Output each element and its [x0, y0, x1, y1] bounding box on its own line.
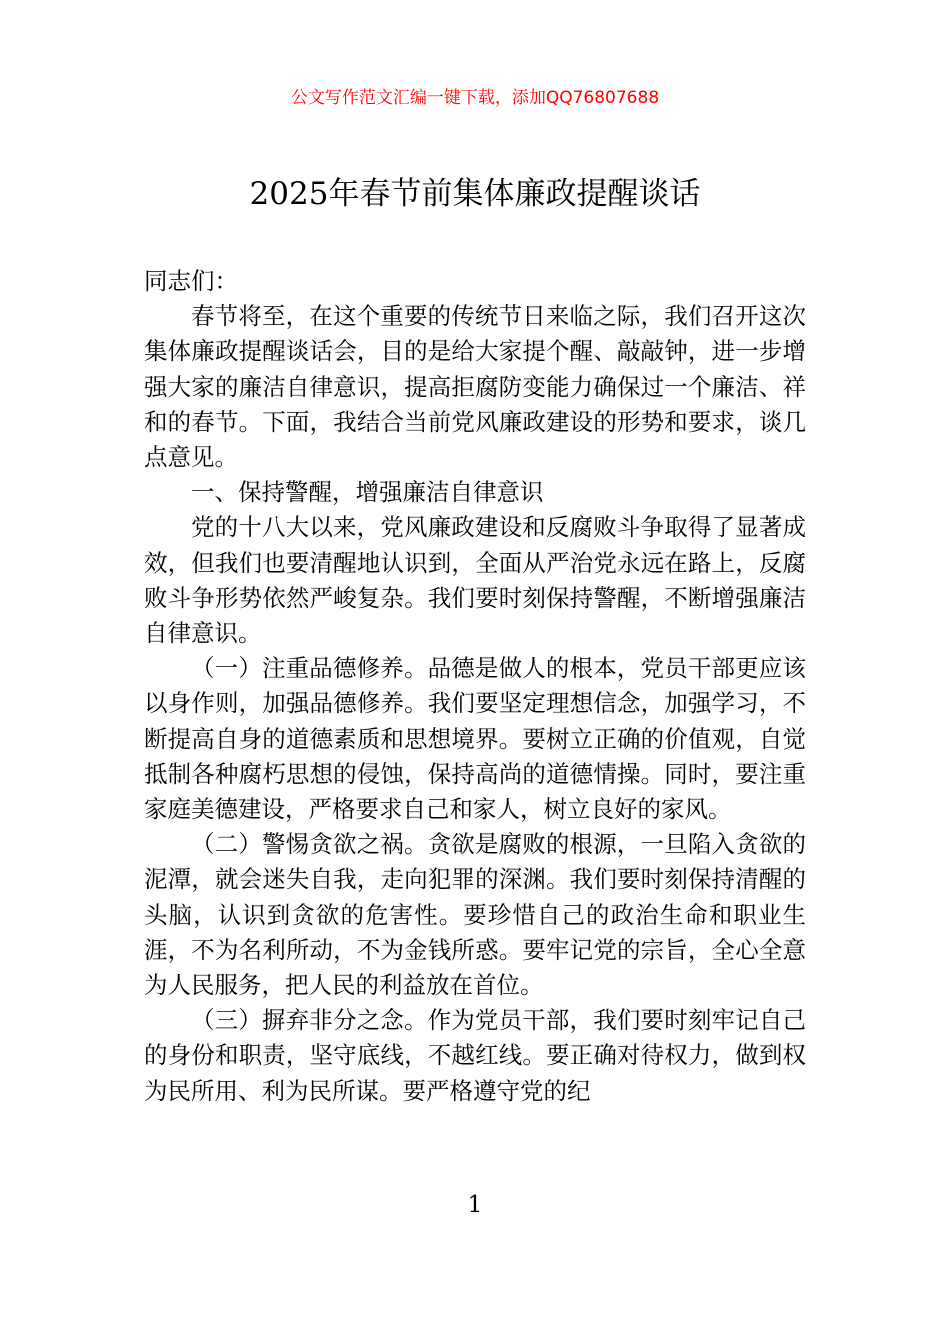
- paragraph-section-1: 党的十八大以来，党风廉政建设和反腐败斗争取得了显著成效，但我们也要清醒地认识到，全面从严治党永远在路上，反腐败斗争形势依然严峻复杂。我们要时刻保持警醒，不断增强廉洁自律意识。: [144, 513, 806, 648]
- page-number: 1: [467, 1192, 483, 1218]
- paragraph-item-3: （三）摒弃非分之念。作为党员干部，我们要时刻牢记自己的身份和职责，坚守底线，不越红线。要正确对待权力，做到权为民所用、利为民所谋。要严格遵守党的纪: [144, 1006, 806, 1105]
- document-title: 2025年春节前集体廉政提醒谈话: [249, 176, 701, 212]
- document-body: [144, 264, 806, 1109]
- download-notice: 公文写作范文汇编一键下载，添加QQ76807688: [290, 88, 660, 108]
- section-heading-1: 一、保持警醒，增强廉洁自律意识: [191, 478, 544, 507]
- paragraph-intro: 春节将至，在这个重要的传统节日来临之际，我们召开这次集体廉政提醒谈话会，目的是给大家提个醒、敲敲钟，进一步增强大家的廉洁自律意识，提高拒腐防变能力确保过一个廉洁、祥和的春节。下面，我结合当前党风廉政建设的形势和要求，谈几点意见。: [144, 302, 806, 472]
- salutation: 同志们：: [144, 267, 238, 295]
- paragraph-item-2: （二）警惕贪欲之祸。贪欲是腐败的根源，一旦陷入贪欲的泥潭，就会迷失自我，走向犯罪的深渊。我们要时刻保持清醒的头脑，认识到贪欲的危害性。要珍惜自己的政治生命和职业生涯，不为名利所动，不为金钱所惑。要牢记党的宗旨，全心全意为人民服务，把人民的利益放在首位。: [144, 830, 806, 1000]
- paragraph-item-1: （一）注重品德修养。品德是做人的根本，党员干部更应该以身作则，加强品德修养。我们要坚定理想信念，加强学习，不断提高自身的道德素质和思想境界。要树立正确的价值观，自觉抵制各种腐朽思想的侵蚀，保持高尚的道德情操。同时，要注重家庭美德建设，严格要求自己和家人，树立良好的家风。: [144, 654, 806, 824]
